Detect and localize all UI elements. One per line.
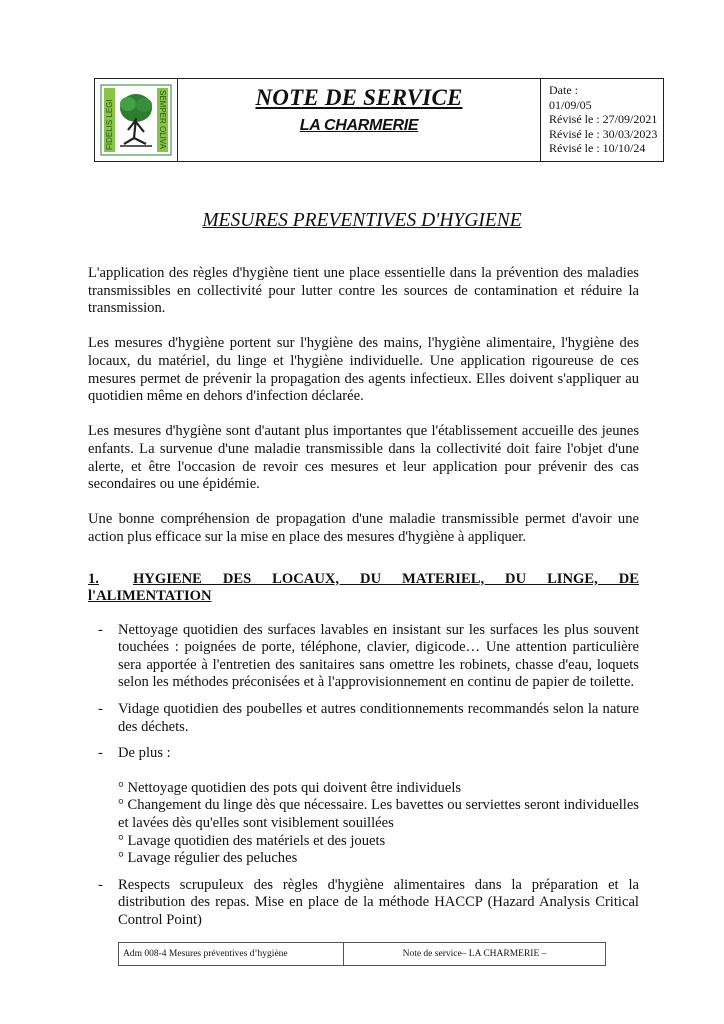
title-cell [178, 79, 541, 161]
date-line: 01/09/05 [549, 97, 592, 112]
paragraph: Une bonne compréhension de propagation d'une maladie transmissible permet d'avoir une action plus efficace sur la mise en place des mesures d'hygiène à appliquer. [88, 511, 639, 545]
footer-service-note: Note de service– LA CHARMERIE – [402, 949, 547, 959]
page-footer [118, 942, 606, 966]
date-line: Date : [549, 83, 578, 97]
section-title-text: HYGIENE DES LOCAUX, DU MATERIEL, DU LINGE, DE l'ALIMENTATION [88, 570, 639, 605]
header-table [94, 78, 664, 162]
section-heading [88, 571, 639, 606]
logo-cell [95, 79, 178, 161]
sub-item: ° Lavage quotidien des matériels et des jouets [118, 832, 386, 849]
date-line: Révisé le : 10/10/24 [549, 141, 646, 156]
sub-item: ° Changement du linge dès que nécessaire. Les bavettes ou serviettes seront individuelles et lavées dès qu'elles sont visiblement souillées [118, 797, 639, 832]
document-body [88, 265, 639, 939]
olive-tree-logo [100, 84, 172, 156]
paragraph: Les mesures d'hygiène portent sur l'hygiène des mains, l'hygiène alimentaire, l'hygiène des locaux, du matériel, du linge et l'hygiène individuelle. Une application rigoureuse de ces mesures permet de prévenir la propagation des agents infectieux. Elles doivent s'appliquer au quotidien même en dehors d'infection déclarée. [88, 335, 639, 405]
date-line: Révisé le : 27/09/2021 [549, 112, 658, 127]
list-item-label: De plus : [118, 745, 171, 762]
logo-left-text: FIDELIS LEGI [105, 99, 114, 150]
company-subtitle: LA CHARMERIE [299, 117, 419, 134]
paragraph: Les mesures d'hygiène sont d'autant plus importantes que l'établissement accueille des jeunes enfants. La survenue d'une maladie transmissible dans la collectivité doit faire l'objet d'une alerte, et être l'occasion de revoir ces mesures et leur application pour prévenir des cas secondaires ou une épidémie. [88, 423, 639, 493]
sub-list [118, 780, 639, 868]
note-title: NOTE DE SERVICE [255, 85, 463, 110]
date-line: Révisé le : 30/03/2023 [549, 126, 658, 141]
footer-doc-ref: Adm 008-4 Mesures préventives d’hygiène [119, 943, 344, 965]
revision-dates [541, 79, 663, 161]
section-number: 1. [88, 570, 99, 587]
list-item: - Respects scrupuleux des règles d'hygiène alimentaires dans la préparation et la distribution des repas. Mise en place de la méthode HACCP (Hazard Analysis Critical Control Point) [88, 877, 639, 930]
list-item: - Nettoyage quotidien des surfaces lavables en insistant sur les surfaces les plus souvent touchées : poignées de porte, téléphone, clavier, digicode… Une attention particulière sera apportée à l'entretien des sanitaires sans omettre les robinets, chasse d'eau, loquets selon les méthodes préconisées et à l'approvisionnement en continu de papier de toilette. [88, 622, 639, 692]
bullet-list [88, 622, 639, 930]
sub-item: ° Nettoyage quotidien des pots qui doivent être individuels [118, 779, 462, 796]
logo-right-text: SEMPER OLIVA [158, 90, 167, 149]
paragraph: L'application des règles d'hygiène tient une place essentielle dans la prévention des maladies transmissibles en collectivité pour lutter contre les sources de contamination et réduire la transmission. [88, 265, 639, 317]
list-item: - Vidage quotidien des poubelles et autres conditionnements recommandés selon la nature des déchets. [88, 701, 639, 736]
document-title: MESURES PREVENTIVES D'HYGIENE [202, 210, 522, 231]
list-item [88, 745, 639, 868]
sub-item: ° Lavage régulier des peluches [118, 850, 298, 867]
